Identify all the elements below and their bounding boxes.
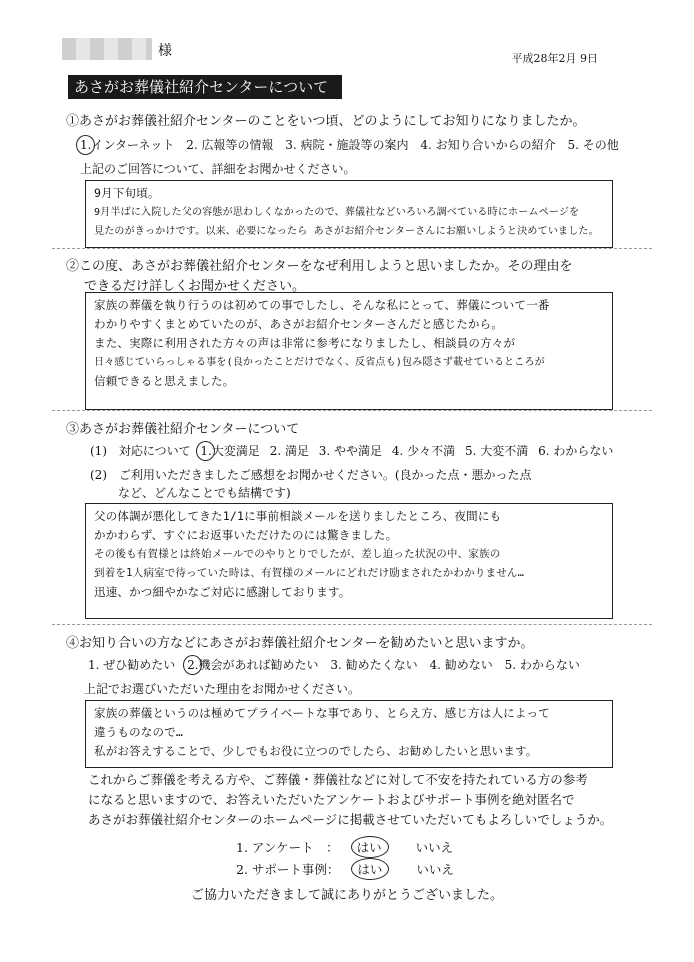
q4-option-2[interactable]: 2.機会があれば勧めたい: [187, 658, 318, 672]
answer-line: 父の体調が悪化してきた1/1に事前相談メールを送りましたところ、夜間にも: [94, 509, 502, 523]
q3-sub1-text: 対応について: [118, 444, 191, 458]
q4-option-5[interactable]: 5. わからない: [504, 658, 580, 672]
q3-sub1-option-1[interactable]: 1.大変満足: [200, 444, 259, 458]
q1-option-5[interactable]: 5. その他: [567, 138, 619, 152]
q2-answer-box[interactable]: [85, 292, 613, 410]
section-divider: [52, 248, 652, 249]
answer-line: わかりやすくまとめていたのが、あさがお紹介センターさんだと感じたから。: [94, 317, 504, 331]
answer-line: 9月半ばに入院した父の容態が思わしくなかったので、葬儀社などいろいろ調べている時にホームページを: [94, 207, 580, 218]
q4-question: ④お知り合いの方などにあさがお葬儀社紹介センターを勧めたいと思いますか。: [66, 636, 534, 651]
consent-line: になると思いますので、お答えいただいたアンケートおよびサポート事例を絶対匿名で: [88, 792, 575, 807]
answer-line: その後も有賀様とは終始メールでのやりとりでしたが、差し迫った状況の中、家族の: [94, 548, 501, 560]
consent-item-support: [236, 860, 454, 878]
q3-sub1-option-3[interactable]: 3. やや満足: [318, 444, 383, 458]
answer-line: 日々感じていらっしゃる事を(良かったことだけでなく、反省点も)包み隠さず載せているところが: [94, 357, 545, 368]
form-date: 平成28年2月 9日: [511, 52, 598, 65]
consent-line: これからご葬儀を考える方や、ご葬儀・葬儀社などに対して不安を持たれている方の参考: [88, 772, 588, 787]
support-yes-option[interactable]: はい: [357, 862, 382, 877]
q1-option-1[interactable]: 1.インターネット: [80, 138, 174, 152]
section-divider: [52, 410, 652, 411]
selection-circle-icon: [351, 858, 389, 880]
page-title: あさがお葬儀社紹介センターについて: [68, 75, 342, 99]
q3-sub2-label: (2): [90, 468, 107, 482]
answer-line: また、実際に利用された方々の声は非常に参考になりましたし、相談員の方々が: [94, 336, 516, 350]
q3-sub1-label: (1): [90, 444, 107, 458]
q3-sub1-option-4[interactable]: 4. 少々不満: [391, 444, 456, 458]
q1-option-2[interactable]: 2. 広報等の情報: [186, 138, 274, 152]
honorific: 様: [158, 43, 172, 59]
answer-line: 家族の葬儀というのは極めてプライベートな事であり、とらえ方、感じ方は人によって: [94, 706, 550, 720]
q4-option-1[interactable]: 1. ぜひ勧めたい: [88, 658, 176, 672]
answer-line: 私がお答えすることで、少しでもお役に立つのでしたら、お勧めしたいと思います。: [94, 744, 538, 758]
q1-question: ①あさがお葬儀社紹介センターのことをいつ頃、どのようにしてお知りになりましたか。: [66, 114, 586, 129]
q3-answer-box[interactable]: [85, 503, 613, 619]
redacted-name: [62, 38, 152, 60]
q3-sub2-line1: ご利用いただきましたご感想をお聞かせください。(良かった点・悪かった点: [118, 468, 532, 482]
selection-circle-icon: [351, 836, 389, 858]
answer-line: かかわらず、すぐにお返事いただけたのには驚きました。: [94, 528, 398, 542]
consent-item-label: 2. サポート事例：: [236, 862, 340, 877]
q4-option-3[interactable]: 3. 勧めたくない: [330, 658, 418, 672]
survey-yes-option[interactable]: はい: [357, 840, 382, 855]
support-no-option[interactable]: いいえ: [416, 862, 454, 877]
answer-line: 迅速、かつ細やかなご対応に感謝しております。: [94, 585, 351, 599]
answer-line: 信頼できると思えました。: [94, 374, 235, 388]
q3-sub1-option-6[interactable]: 6. わからない: [538, 444, 614, 458]
selection-circle-icon: [183, 655, 202, 675]
q3-sub2-line2: など、どんなことでも結構です): [118, 486, 291, 500]
q2-question-line2: できるだけ詳しくお聞かせください。: [84, 279, 306, 294]
q3-sub1-option-2[interactable]: 2. 満足: [269, 444, 309, 458]
q4-option-4[interactable]: 4. 勧めない: [429, 658, 493, 672]
q1-option-3[interactable]: 3. 病院・施設等の案内: [285, 138, 409, 152]
selection-circle-icon: [196, 441, 215, 461]
answer-line: 9月下旬頃。: [94, 186, 160, 200]
q1-option-4[interactable]: 4. お知り合いからの紹介: [420, 138, 556, 152]
survey-no-option[interactable]: いいえ: [415, 840, 454, 855]
q3-sub1: [90, 442, 613, 459]
thanks-message: ご協力いただきまして誠にありがとうございました。: [190, 888, 503, 903]
answer-line: 家族の葬儀を執り行うのは初めての事でしたし、そんな私にとって、葬儀について一番: [94, 298, 550, 312]
selection-circle-icon: [76, 135, 95, 155]
q4-options: [88, 656, 580, 673]
section-divider: [52, 624, 652, 625]
answer-line: 到着を1人病室で待っていた時は、有賀様のメールにどれだけ励まされたかわかりません…: [94, 567, 525, 579]
consent-item-label: 1. アンケート ：: [236, 840, 339, 855]
q4-answer-box[interactable]: [85, 700, 613, 768]
q1-options: [80, 136, 619, 153]
q1-answer-box[interactable]: [85, 180, 613, 248]
q3-question: ③あさがお葬儀社紹介センターについて: [66, 422, 300, 437]
consent-item-survey: [236, 838, 453, 856]
consent-line: あさがお葬儀社紹介センターのホームページに掲載させていただいてもよろしいでしょうか。: [88, 812, 613, 827]
q3-sub1-option-5[interactable]: 5. 大変不満: [464, 444, 529, 458]
q3-sub2: [90, 466, 532, 483]
answer-line: 違うものなので…: [94, 725, 184, 739]
answer-line: 見たのがきっかけです。以来、必要になったら あさがお紹介センターさんにお願いしようと決めていました。: [94, 226, 599, 237]
q2-question-line1: ②この度、あさがお葬儀社紹介センターをなぜ利用しようと思いましたか。その理由を: [66, 259, 573, 274]
q4-followup: 上記でお選びいただいた理由をお聞かせください。: [84, 682, 361, 696]
q1-followup: 上記のご回答について、詳細をお聞かせください。: [80, 162, 356, 176]
consent-paragraph: [88, 770, 612, 830]
